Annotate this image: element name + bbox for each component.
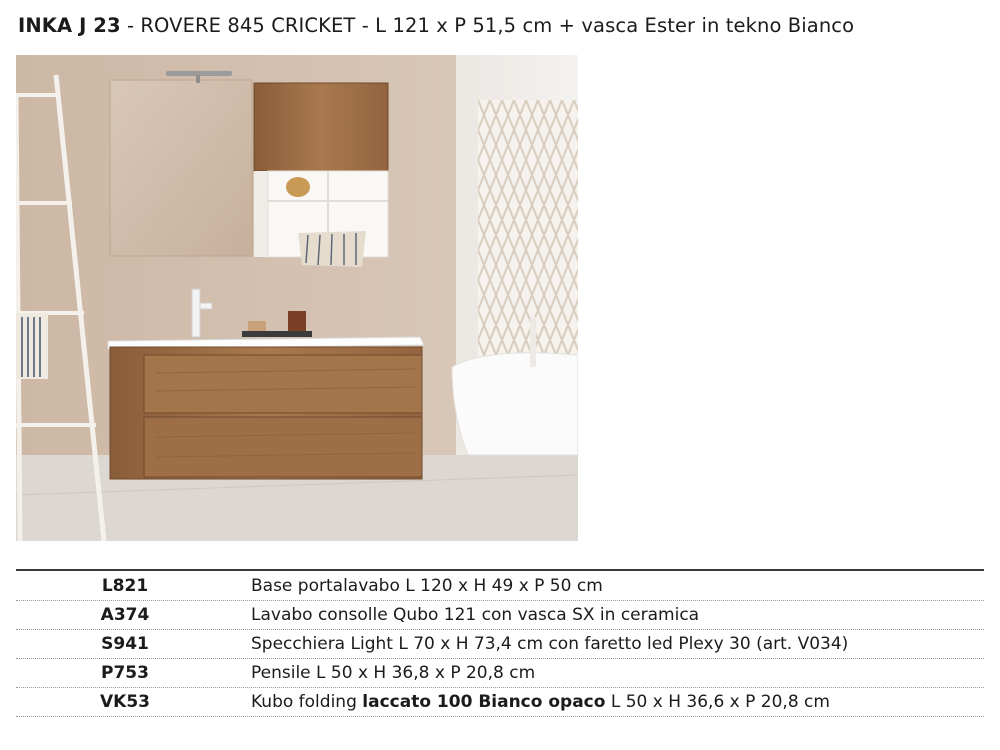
table-row (16, 600, 984, 630)
row-description: Lavabo consolle Qubo 121 con vasca SX in ceramica (251, 605, 700, 625)
row-description: Specchiera Light L 70 x H 73,4 cm con faretto led Plexy 30 (art. V034) (251, 634, 849, 654)
row-code: VK53 (100, 692, 150, 712)
model-details: - ROVERE 845 CRICKET - L 121 x P 51,5 cm + vasca Ester in tekno Bianco (120, 14, 855, 37)
table-row (16, 687, 984, 717)
row-code: A374 (100, 605, 150, 625)
table-row (16, 629, 984, 659)
row-code: L821 (101, 576, 149, 596)
row-description: Pensile L 50 x H 36,8 x P 20,8 cm (251, 663, 536, 683)
row-code: P753 (101, 663, 149, 683)
row-description: Kubo folding laccato 100 Bianco opaco L 50 x H 36,6 x P 20,8 cm (251, 692, 830, 712)
table-row (16, 658, 984, 688)
row-description: Base portalavabo L 120 x H 49 x P 50 cm (251, 576, 603, 596)
product-photo (16, 55, 578, 541)
row-code: S941 (101, 634, 149, 654)
page-title (18, 14, 854, 37)
table-row (16, 571, 984, 601)
model-name: INKA J 23 (18, 14, 121, 37)
